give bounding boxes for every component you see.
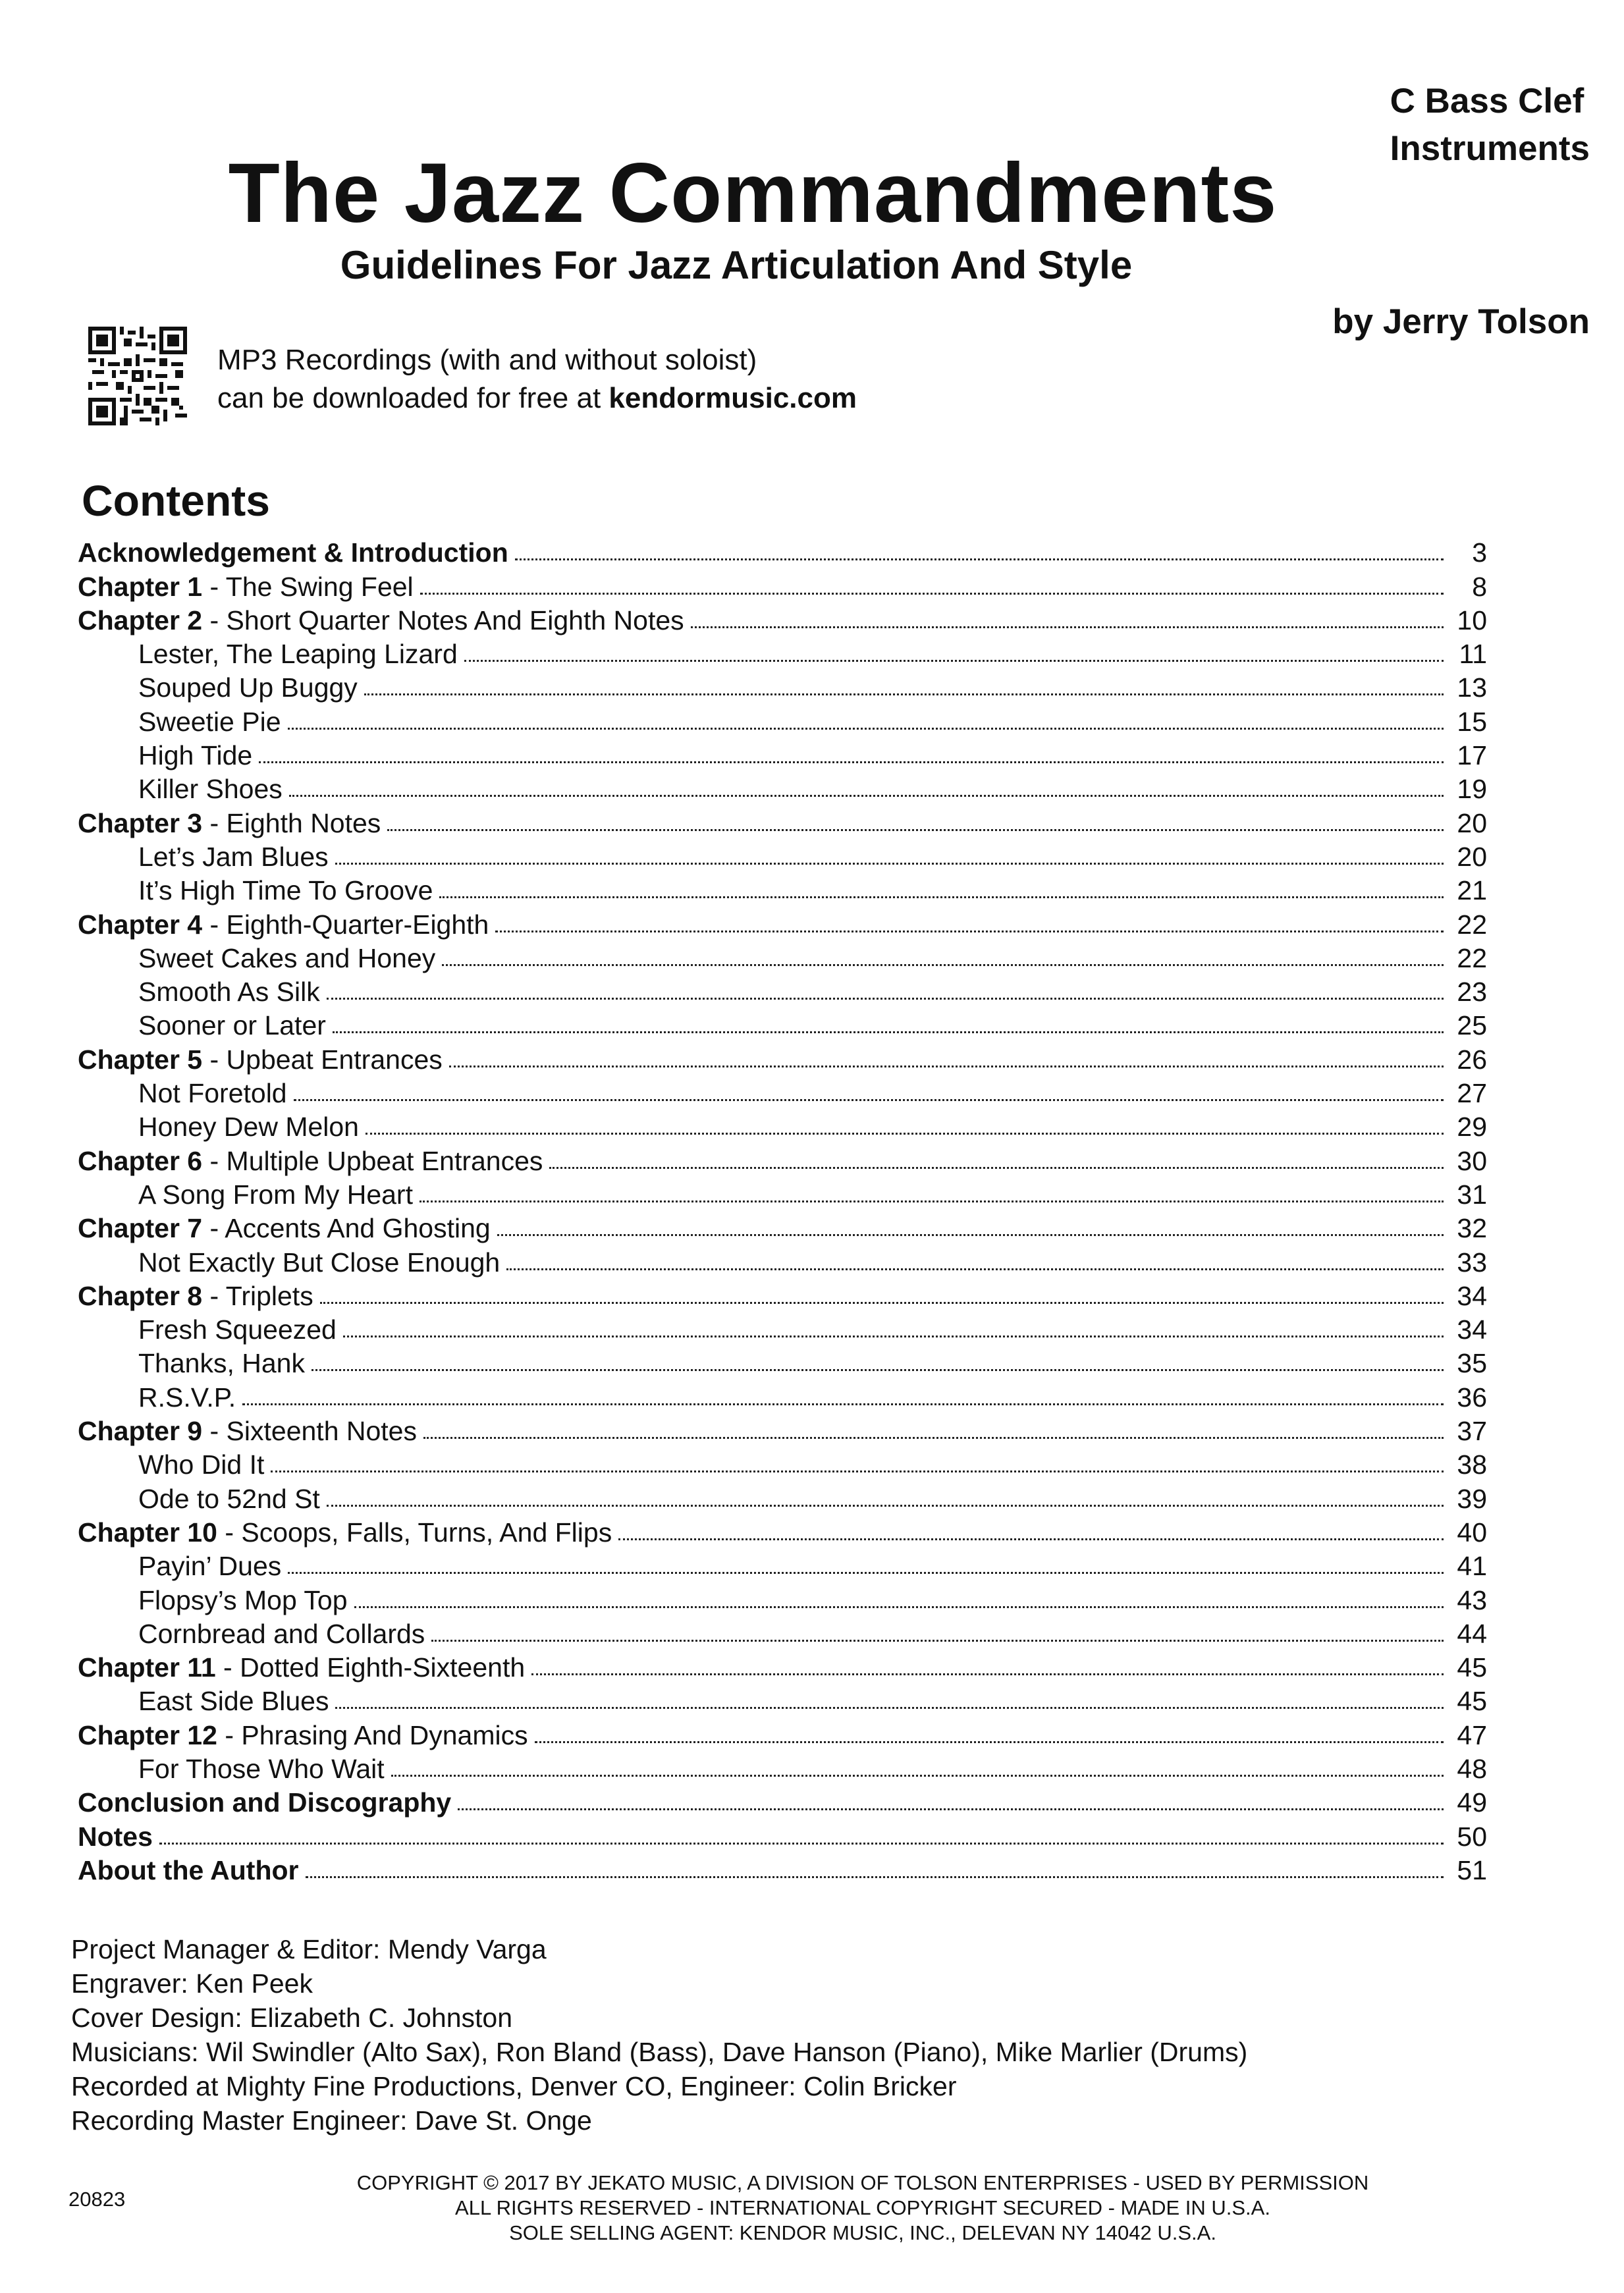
author-line: by Jerry Tolson: [1332, 302, 1590, 341]
toc-entry-label: [78, 1855, 299, 1886]
toc-page-number: 43: [1457, 1584, 1487, 1615]
toc-entry[interactable]: [78, 1785, 1487, 1818]
toc-entry-text: - Upbeat Entrances: [202, 1044, 443, 1075]
toc-entry-label: [138, 1247, 500, 1278]
toc-page-number: 34: [1457, 1280, 1487, 1311]
toc-entry-text: R.S.V.P.: [138, 1382, 236, 1413]
toc-entry-text: Fresh Squeezed: [138, 1314, 337, 1345]
toc-subentry[interactable]: [78, 1075, 1487, 1109]
toc-entry-label: [138, 1686, 329, 1717]
toc-entry-text: East Side Blues: [138, 1686, 329, 1717]
dot-leader: [439, 896, 1444, 898]
toc-entry-text: For Those Who Wait: [138, 1753, 385, 1784]
dot-leader: [691, 626, 1444, 628]
contents-heading: Contents: [82, 476, 270, 525]
dot-leader: [464, 660, 1444, 662]
toc-entry-text: Honey Dew Melon: [138, 1112, 359, 1143]
toc-page-number: 3: [1472, 537, 1487, 568]
toc-page-number: 41: [1457, 1551, 1487, 1582]
toc-page-number: 10: [1457, 605, 1487, 635]
dot-leader: [423, 1437, 1444, 1439]
toc-entry-label: [78, 1416, 417, 1447]
toc-entry-label: [138, 977, 320, 1008]
dot-leader: [442, 964, 1444, 966]
toc-entry[interactable]: [78, 1143, 1487, 1176]
toc-entry-bold-label: Notes: [78, 1821, 153, 1852]
credit-line: Musicians: Wil Swindler (Alto Sax), Ron Bland (Bass), Dave Hanson (Piano), Mike Marlier (Drums): [71, 2037, 1248, 2067]
toc-page-number: 50: [1457, 1821, 1487, 1852]
toc-entry-text: - Triplets: [202, 1280, 313, 1311]
dot-leader: [306, 1876, 1444, 1878]
dot-leader: [333, 1031, 1444, 1033]
mp3-download-note: [217, 341, 857, 418]
toc-entry-label: [138, 1754, 385, 1785]
toc-entry-bold-label: Chapter 2: [78, 605, 203, 635]
toc-entry-label: [138, 1551, 281, 1582]
toc-entry-label: [78, 1652, 525, 1683]
toc-entry-text: Ode to 52nd St: [138, 1483, 320, 1514]
dot-leader: [449, 1066, 1444, 1067]
toc-entry[interactable]: [78, 535, 1487, 568]
dot-leader: [531, 1673, 1444, 1675]
toc-entry[interactable]: [78, 1818, 1487, 1852]
toc-entry-label: [78, 1146, 543, 1177]
toc-page-number: 25: [1457, 1010, 1487, 1041]
toc-page-number: 38: [1457, 1449, 1487, 1480]
toc-entry-label: [78, 537, 508, 568]
toc-entry-label: [78, 1044, 443, 1075]
toc-subentry[interactable]: [78, 940, 1487, 974]
toc-entry-text: Let’s Jam Blues: [138, 841, 329, 872]
toc-entry-text: Sooner or Later: [138, 1010, 326, 1041]
toc-page-number: 44: [1457, 1618, 1487, 1649]
toc-entry-bold-label: Chapter 7: [78, 1213, 203, 1244]
toc-page-number: 15: [1457, 706, 1487, 737]
copyright-line-3: SOLE SELLING AGENT: KENDOR MUSIC, INC., DELEVAN NY 14042 U.S.A.: [509, 2221, 1216, 2244]
catalog-number: 20823: [68, 2188, 126, 2211]
dot-leader: [515, 558, 1444, 560]
copyright-line-1: COPYRIGHT © 2017 BY JEKATO MUSIC, A DIVISION OF TOLSON ENTERPRISES - USED BY PERMISSION: [356, 2171, 1369, 2194]
toc-entry-text: High Tide: [138, 740, 253, 771]
toc-subentry[interactable]: [78, 974, 1487, 1008]
toc-page-number: 22: [1457, 909, 1487, 940]
dot-leader: [288, 728, 1444, 730]
toc-entry-label: [78, 605, 684, 636]
toc-entry-label: [138, 1484, 320, 1515]
toc-entry-text: It’s High Time To Groove: [138, 875, 433, 906]
dot-leader: [343, 1335, 1444, 1337]
toc-page-number: 45: [1457, 1652, 1487, 1683]
credit-line: Recorded at Mighty Fine Productions, Denver CO, Engineer: Colin Bricker: [71, 2071, 957, 2101]
toc-entry-text: Thanks, Hank: [138, 1348, 305, 1379]
toc-page-number: 49: [1457, 1787, 1487, 1818]
credit-line: Project Manager & Editor: Mendy Varga: [71, 1934, 547, 1964]
toc-entry-bold-label: Chapter 4: [78, 909, 203, 940]
toc-entry[interactable]: [78, 805, 1487, 838]
dot-leader: [311, 1369, 1444, 1371]
dot-leader: [497, 1234, 1444, 1236]
dot-leader: [458, 1808, 1444, 1810]
toc-page-number: 34: [1457, 1314, 1487, 1345]
toc-page-number: 36: [1457, 1382, 1487, 1413]
toc-entry-text: Sweet Cakes and Honey: [138, 942, 436, 973]
toc-entry-bold-label: Chapter 6: [78, 1145, 203, 1176]
instrument-line-2: Instruments: [1390, 129, 1590, 168]
toc-entry-text: - Multiple Upbeat Entrances: [202, 1145, 543, 1176]
toc-entry-text: Not Exactly But Close Enough: [138, 1247, 501, 1278]
toc-page-number: 22: [1457, 942, 1487, 973]
toc-entry-text: - Phrasing And Dynamics: [217, 1719, 528, 1750]
toc-entry-bold-label: Chapter 10: [78, 1517, 217, 1548]
toc-entry-label: [78, 808, 381, 839]
credit-line: Engraver: Ken Peek: [71, 1968, 313, 1999]
page-title: The Jazz Commandments: [228, 146, 1278, 240]
toc-page-number: 26: [1457, 1044, 1487, 1075]
toc-subentry[interactable]: [78, 771, 1487, 805]
toc-entry-label: [138, 1585, 348, 1616]
toc-page-number: 27: [1457, 1078, 1487, 1109]
toc-entry[interactable]: [78, 1852, 1487, 1886]
toc-entry-text: - Scoops, Falls, Turns, And Flips: [217, 1517, 612, 1548]
toc-entry-text: - Short Quarter Notes And Eighth Notes: [202, 605, 684, 635]
website-link[interactable]: kendormusic.com: [609, 382, 857, 414]
dot-leader: [159, 1843, 1444, 1845]
toc-page-number: 20: [1457, 841, 1487, 872]
dot-leader: [242, 1403, 1444, 1405]
toc-entry-label: [78, 1720, 528, 1751]
toc-page-number: 11: [1459, 639, 1487, 670]
toc-subentry[interactable]: [78, 670, 1487, 703]
toc-subentry[interactable]: [78, 839, 1487, 873]
toc-entry-text: Sweetie Pie: [138, 706, 281, 737]
toc-entry-text: Payin’ Dues: [138, 1551, 282, 1582]
dot-leader: [289, 795, 1444, 797]
credits-block: [71, 1932, 1247, 2138]
toc-entry-bold-label: Chapter 8: [78, 1280, 203, 1311]
toc-entry-label: [78, 1517, 612, 1548]
toc-subentry[interactable]: [78, 1751, 1487, 1785]
toc-subentry[interactable]: [78, 1582, 1487, 1615]
toc-entry-bold-label: Chapter 1: [78, 571, 203, 602]
toc-entry-label: [138, 740, 252, 771]
toc-entry-bold-label: Acknowledgement & Introduction: [78, 537, 508, 568]
toc-subentry[interactable]: [78, 873, 1487, 906]
toc-entry-label: [138, 1382, 236, 1413]
toc-entry-label: [78, 1821, 153, 1852]
copyright-notice: [171, 2171, 1554, 2246]
toc-page-number: 29: [1457, 1112, 1487, 1143]
toc-entry-text: - Accents And Ghosting: [202, 1213, 491, 1244]
toc-entry-label: [138, 1348, 305, 1379]
toc-entry-label: [138, 1449, 264, 1480]
toc-page-number: 40: [1457, 1517, 1487, 1548]
toc-subentry[interactable]: [78, 1447, 1487, 1480]
toc-entry-text: Cornbread and Collards: [138, 1618, 425, 1649]
dot-leader: [364, 693, 1444, 695]
toc-subentry[interactable]: [78, 1345, 1487, 1379]
toc-entry[interactable]: [78, 1210, 1487, 1244]
toc-subentry[interactable]: [78, 1312, 1487, 1345]
mp3-line-2: [217, 379, 857, 418]
toc-entry-label: [138, 1179, 413, 1210]
toc-page-number: 39: [1457, 1483, 1487, 1514]
dot-leader: [535, 1741, 1444, 1743]
copyright-line-2: ALL RIGHTS RESERVED - INTERNATIONAL COPYRIGHT SECURED - MADE IN U.S.A.: [455, 2196, 1270, 2219]
dot-leader: [506, 1268, 1444, 1270]
toc-entry-bold-label: About the Author: [78, 1854, 299, 1885]
toc-subentry[interactable]: [78, 1379, 1487, 1413]
toc-page-number: 8: [1472, 571, 1487, 602]
toc-subentry[interactable]: [78, 1244, 1487, 1278]
toc-entry-text: - Eighth-Quarter-Eighth: [202, 909, 489, 940]
toc-entry[interactable]: [78, 1278, 1487, 1312]
instrument-line-1: C Bass Clef: [1390, 82, 1584, 121]
mp3-line-1: MP3 Recordings (with and without soloist): [217, 344, 757, 376]
page-subtitle: Guidelines For Jazz Articulation And Style: [340, 243, 1133, 287]
toc-entry-label: [138, 1078, 287, 1109]
toc-page-number: 35: [1457, 1348, 1487, 1379]
toc-subentry[interactable]: [78, 1683, 1487, 1717]
toc-entry-label: [138, 875, 433, 906]
toc-entry-label: [138, 1010, 326, 1041]
toc-entry-label: [138, 639, 458, 670]
toc-entry-label: [138, 1314, 337, 1345]
toc-entry-text: - Sixteenth Notes: [202, 1416, 417, 1447]
toc-entry-text: - Dotted Eighth-Sixteenth: [215, 1652, 526, 1683]
dot-leader: [327, 998, 1444, 1000]
credit-line: Cover Design: Elizabeth C. Johnston: [71, 2003, 513, 2033]
toc-subentry[interactable]: [78, 1008, 1487, 1041]
toc-entry[interactable]: [78, 603, 1487, 636]
dot-leader: [288, 1572, 1444, 1574]
toc-subentry[interactable]: [78, 1616, 1487, 1650]
dot-leader: [549, 1167, 1444, 1169]
table-of-contents: [78, 535, 1487, 1886]
toc-entry-text: Killer Shoes: [138, 774, 283, 805]
dot-leader: [391, 1775, 1444, 1777]
toc-subentry[interactable]: [78, 1177, 1487, 1210]
toc-entry-label: [78, 1213, 491, 1244]
toc-entry[interactable]: [78, 1041, 1487, 1075]
dot-leader: [259, 761, 1444, 763]
dot-leader: [618, 1538, 1444, 1540]
dot-leader: [495, 931, 1444, 932]
toc-entry-label: [138, 774, 283, 805]
toc-page-number: 13: [1457, 672, 1487, 703]
toc-page-number: 37: [1457, 1416, 1487, 1447]
toc-entry[interactable]: [78, 1650, 1487, 1683]
toc-page-number: 47: [1457, 1719, 1487, 1750]
toc-page-number: 19: [1457, 774, 1487, 805]
toc-entry-text: - Eighth Notes: [202, 807, 381, 838]
dot-leader: [335, 1707, 1444, 1709]
toc-entry-bold-label: Conclusion and Discography: [78, 1787, 452, 1818]
dot-leader: [327, 1505, 1444, 1507]
toc-entry[interactable]: [78, 906, 1487, 940]
toc-entry-label: [78, 1281, 313, 1312]
dot-leader: [320, 1302, 1444, 1304]
toc-page-number: 17: [1457, 740, 1487, 771]
dot-leader: [431, 1640, 1444, 1642]
toc-entry-bold-label: Chapter 9: [78, 1416, 203, 1447]
toc-page-number: 23: [1457, 977, 1487, 1008]
mp3-line-2-prefix: can be downloaded for free at: [217, 382, 609, 414]
toc-entry[interactable]: [78, 1413, 1487, 1447]
toc-entry-label: [138, 672, 358, 703]
toc-subentry[interactable]: [78, 1109, 1487, 1143]
toc-entry-label: [138, 943, 435, 974]
toc-page-number: 33: [1457, 1247, 1487, 1278]
toc-entry-text: Flopsy’s Mop Top: [138, 1584, 348, 1615]
toc-page-number: 21: [1457, 875, 1487, 906]
toc-subentry[interactable]: [78, 738, 1487, 771]
toc-page-number: 20: [1457, 807, 1487, 838]
toc-entry-bold-label: Chapter 11: [78, 1652, 216, 1683]
credit-line: Recording Master Engineer: Dave St. Onge: [71, 2105, 592, 2136]
toc-entry-label: [138, 1112, 359, 1143]
toc-entry-text: Souped Up Buggy: [138, 672, 358, 703]
toc-subentry[interactable]: [78, 703, 1487, 737]
toc-subentry[interactable]: [78, 1548, 1487, 1582]
dot-leader: [420, 593, 1444, 595]
toc-entry-label: [138, 842, 329, 873]
dot-leader: [387, 829, 1444, 831]
toc-page-number: 31: [1457, 1179, 1487, 1210]
toc-entry-text: A Song From My Heart: [138, 1179, 413, 1210]
dot-leader: [420, 1200, 1444, 1202]
dot-leader: [294, 1099, 1444, 1101]
toc-entry-label: [138, 1619, 425, 1650]
toc-entry[interactable]: [78, 568, 1487, 602]
toc-subentry[interactable]: [78, 1480, 1487, 1514]
qr-code-icon[interactable]: [88, 324, 187, 428]
dot-leader: [365, 1133, 1444, 1135]
toc-entry-label: [78, 1787, 451, 1818]
toc-page-number: 30: [1457, 1145, 1487, 1176]
toc-entry-text: Smooth As Silk: [138, 977, 320, 1008]
toc-entry-label: [138, 707, 281, 738]
toc-entry-label: [78, 572, 414, 603]
toc-page-number: 51: [1457, 1854, 1487, 1885]
toc-page-number: 32: [1457, 1213, 1487, 1244]
toc-entry-bold-label: Chapter 3: [78, 807, 203, 838]
toc-subentry[interactable]: [78, 636, 1487, 670]
toc-entry-text: Lester, The Leaping Lizard: [138, 639, 458, 670]
toc-entry-text: - The Swing Feel: [202, 571, 414, 602]
toc-entry-text: Not Foretold: [138, 1078, 287, 1109]
dot-leader: [335, 863, 1444, 865]
dot-leader: [271, 1470, 1444, 1472]
toc-entry-bold-label: Chapter 12: [78, 1719, 217, 1750]
toc-entry-text: Who Did It: [138, 1449, 265, 1480]
toc-page-number: 45: [1457, 1686, 1487, 1717]
toc-entry-label: [78, 909, 489, 940]
toc-page-number: 48: [1457, 1753, 1487, 1784]
dot-leader: [354, 1606, 1444, 1608]
toc-entry[interactable]: [78, 1515, 1487, 1548]
toc-entry[interactable]: [78, 1717, 1487, 1750]
toc-entry-bold-label: Chapter 5: [78, 1044, 203, 1075]
